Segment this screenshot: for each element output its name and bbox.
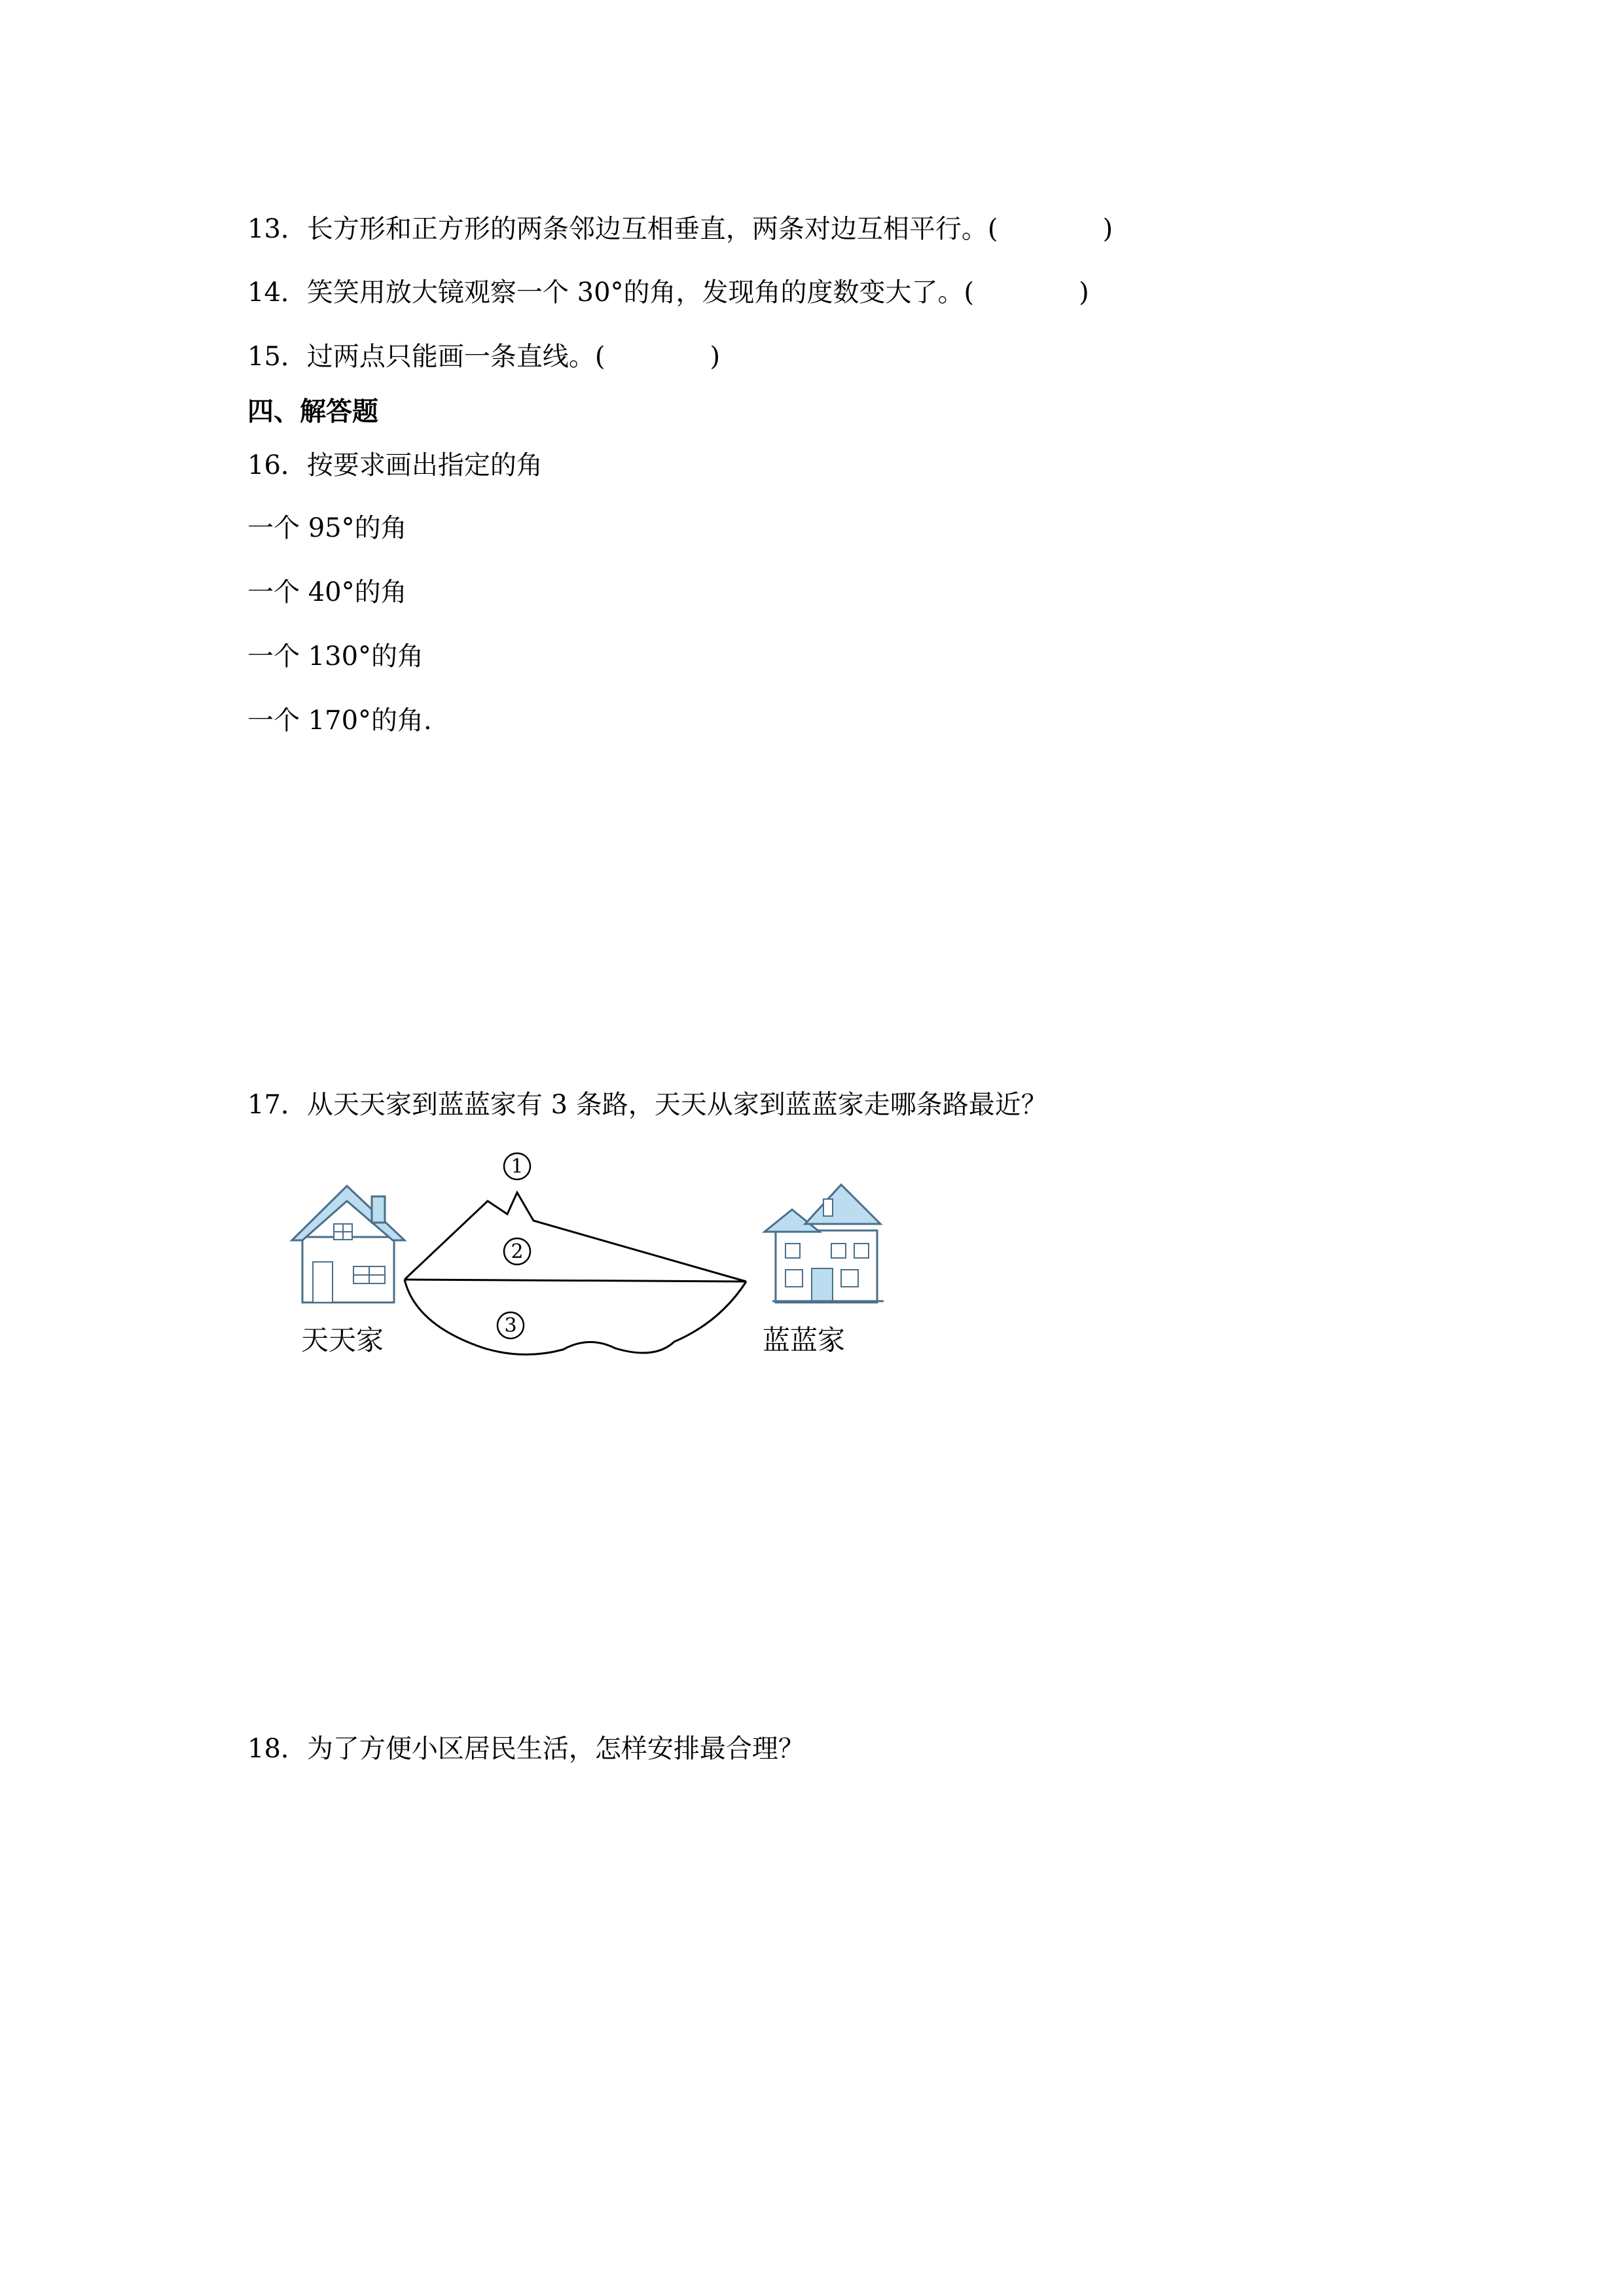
question-text: 从天天家到蓝蓝家有 3 条路，天天从家到蓝蓝家走哪条路最近？ [306,1090,1047,1120]
route-1-marker [504,1153,530,1179]
question-number: 18． [247,1734,307,1764]
left-house-label: 天天家 [301,1324,384,1356]
angle-item: 一个 40°的角 [247,577,407,607]
bracket-close: ) [1102,214,1113,244]
route-1-path [405,1193,746,1282]
right-house-icon [765,1185,884,1302]
question-text: 过两点只能画一条直线。( [306,342,605,372]
question-14 [247,276,1089,309]
question-16 [247,449,543,482]
question-text: 长方形和正方形的两条邻边互相垂直，两条对边互相平行。( [306,214,998,244]
question-text: 笑笑用放大镜观察一个 30°的角，发现角的度数变大了。( [306,278,975,308]
question-number: 13． [247,214,307,244]
question-number: 16． [247,450,307,480]
question-number: 15． [247,342,307,372]
question-18 [247,1732,804,1765]
question-number: 17． [247,1090,307,1120]
route-2-marker [504,1238,530,1265]
route-3-path [405,1280,746,1355]
angle-item: 一个 130°的角 [247,641,424,672]
section-heading: 四、解答题 [247,397,378,427]
question-text: 按要求画出指定的角 [306,450,543,480]
svg-text:1: 1 [511,1155,524,1178]
question-number: 14． [247,278,307,308]
question-15 [247,340,720,373]
svg-text:3: 3 [504,1314,517,1337]
question-text: 为了方便小区居民生活，怎样安排最合理？ [306,1734,804,1764]
right-house-label: 蓝蓝家 [763,1324,846,1356]
bracket-close: ) [710,342,721,372]
left-house-icon [292,1186,405,1302]
routes-figure [288,1152,916,1381]
svg-text:2: 2 [511,1240,524,1263]
route-3-marker [497,1312,524,1338]
angle-item: 一个 170°的角. [247,706,432,736]
bracket-close: ) [1079,278,1089,308]
angle-item: 一个 95°的角 [247,513,407,543]
question-17 [247,1088,1047,1121]
route-2-path [405,1280,746,1282]
question-13 [247,213,1113,245]
